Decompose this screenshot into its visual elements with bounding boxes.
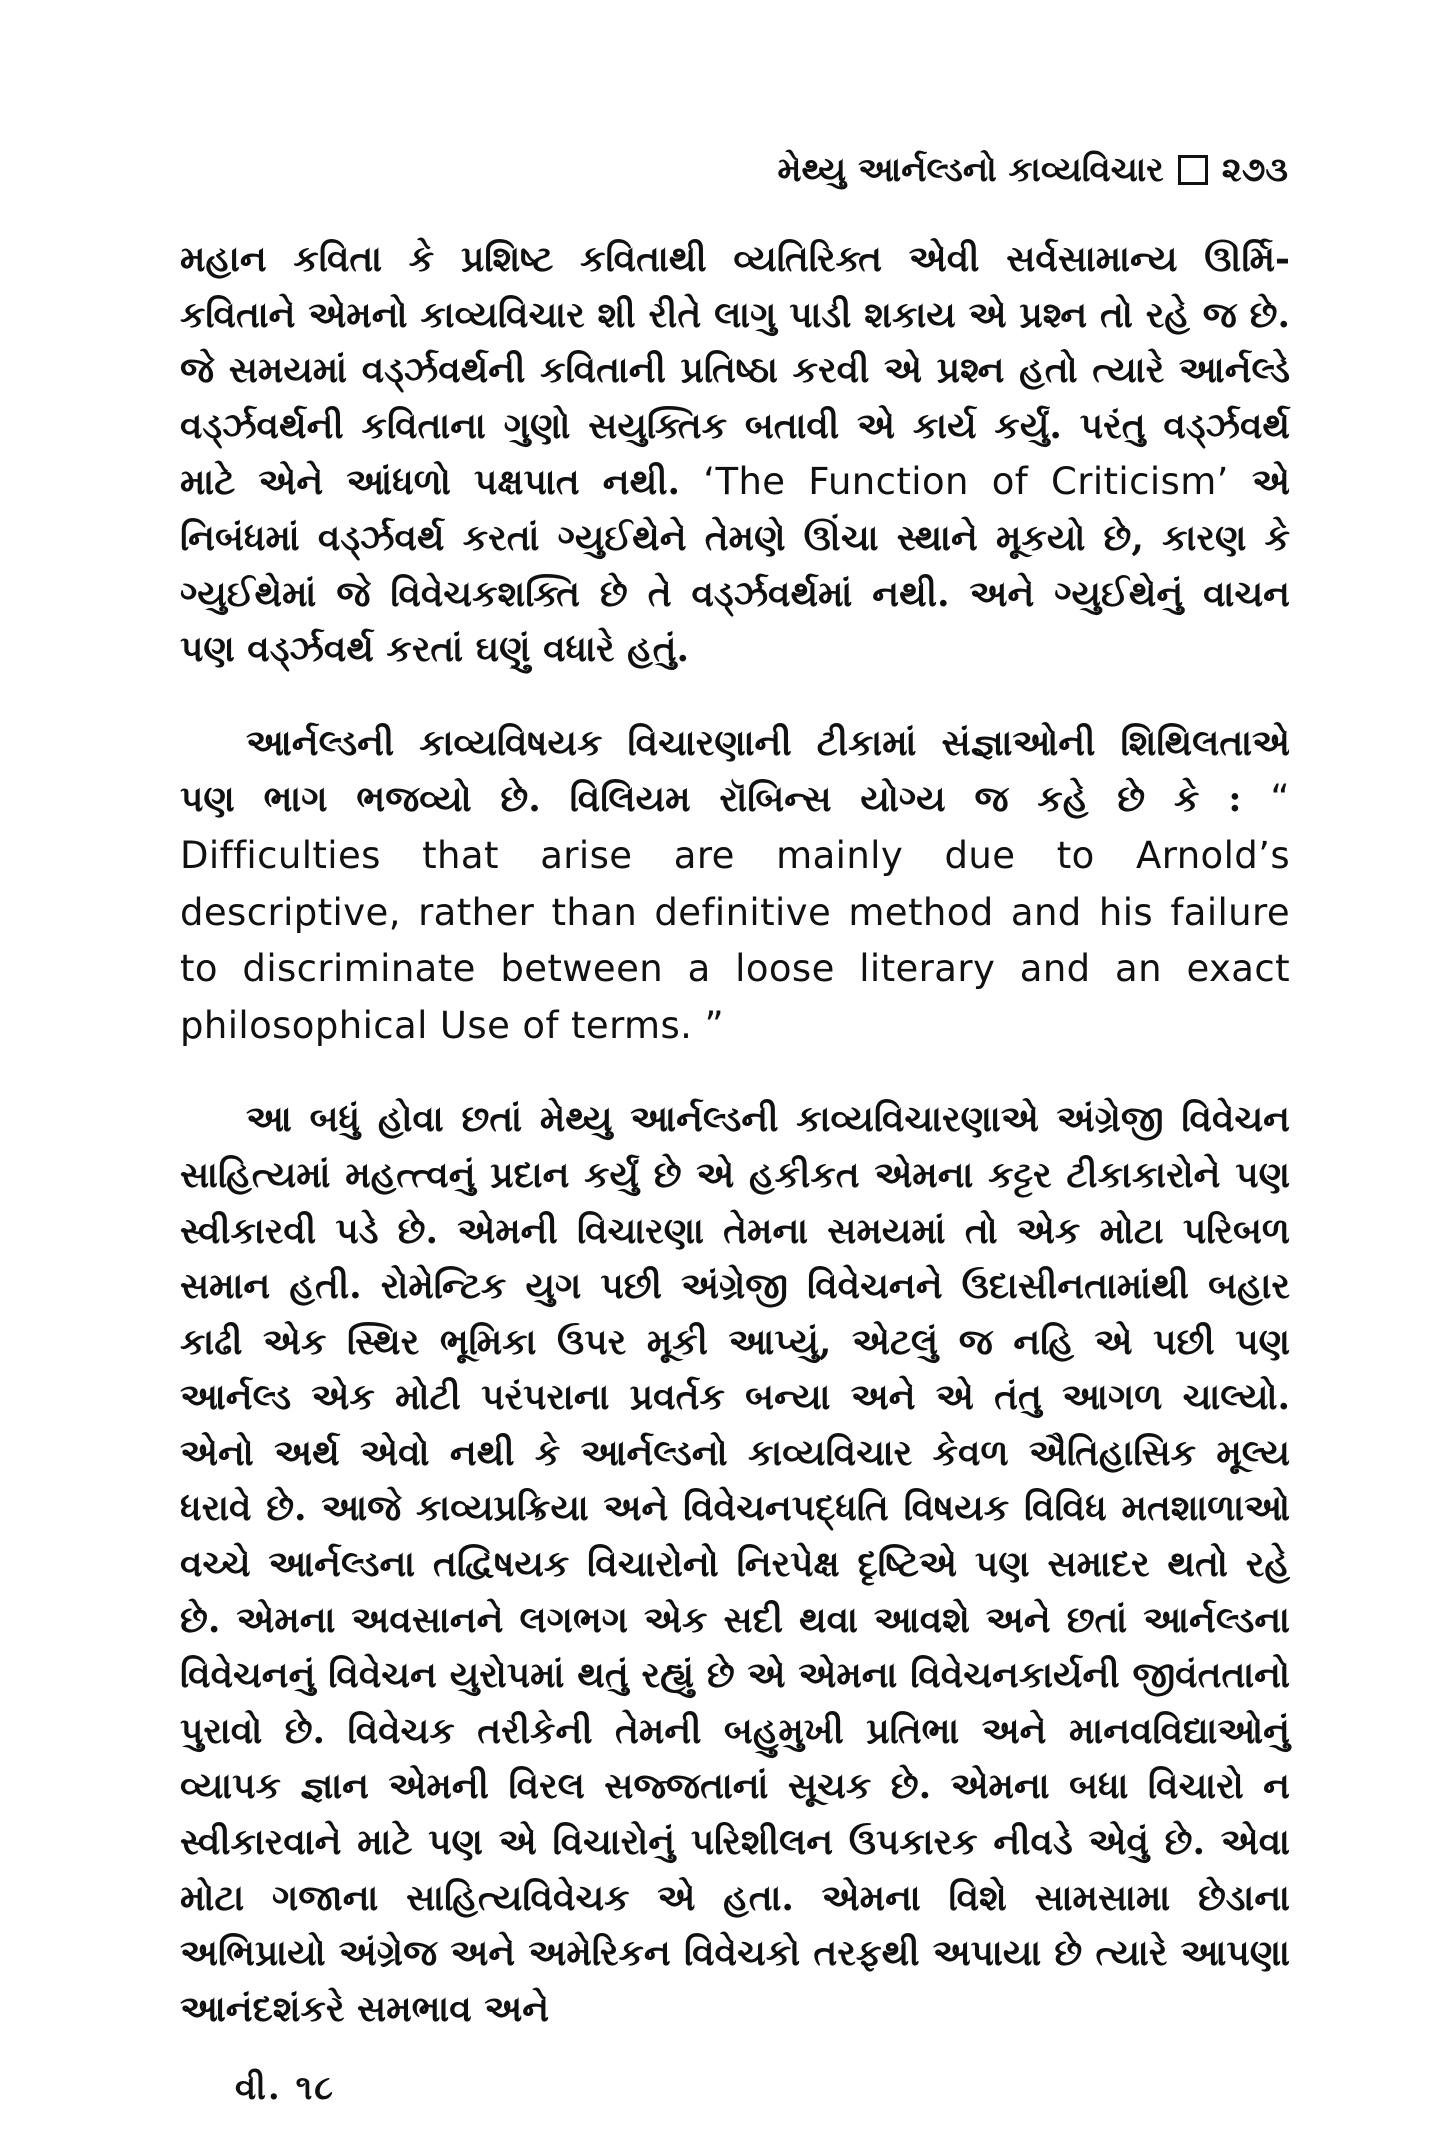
essay-title: ‘The Function of Criticism’ bbox=[703, 460, 1229, 504]
signature-mark: વી. ૧૮ bbox=[235, 2068, 335, 2108]
running-title: મેથ્યુ આર્નલ્ડનો કાવ્યવિચાર bbox=[777, 150, 1164, 190]
square-ornament-icon bbox=[1178, 155, 1208, 185]
paragraph-2-text: પણ ભાગ ભજવ્યો છે. વિલિયમ રૉબિન્સ યોગ્ય જ કહે છે કે : bbox=[180, 778, 1271, 821]
page-number: ૨૭૩ bbox=[1221, 150, 1288, 190]
paragraph-2-lead: આર્નલ્ડની કાવ્યવિષયક વિચારણાની ટીકામાં સંજ્ઞાઓની શિથિલતાએ bbox=[246, 721, 1290, 764]
paragraph-1-continuation: એ નિબંધમાં વર્ડ્ઝવર્થ કરતાં ગ્યુઈથેને તેમણે ઊંચા સ્થાને મૂકયો છે, કારણ કે ગ્યુઈથેમાં જે વિવેચકશક્તિ છે તે વર્ડ્ઝવર્થમાં નથી. અને ગ્યુઈથેનું વાચન પણ વર્ડ્ઝવર્થ કરતાં ઘણું વધારે હતું. bbox=[180, 461, 1290, 671]
paragraph-1-text: મહાન કવિતા કે પ્રશિષ્ટ કવિતાથી વ્યતિરિક્ત એવી સર્વસામાન્ય ઊર્મિ-કવિતાને એમનો કાવ્યવિચાર શી રીતે લાગુ પાડી શકાય એ પ્રશ્ન તો રહે જ છે. જે સમયમાં વર્ડ્ઝવર્થની કવિતાની પ્રતિષ્ઠા કરવી એ પ્રશ્ન હતો ત્યારે આર્નલ્ડે વર્ડ્ઝવર્થની કવિતાના ગુણો સયુક્તિક બતાવી એ કાર્ય કર્યું. પરંતુ વર્ડ્ઝવર્થ માટે એને આંધળો પક્ષપાત નથી. bbox=[180, 238, 1290, 504]
paragraph-2 bbox=[180, 716, 1290, 1055]
page-body bbox=[180, 232, 1290, 2037]
paragraph-3-text: આ બધું હોવા છતાં મેથ્યુ આર્નલ્ડની કાવ્યવિચારણાએ અંગ્રેજી વિવેચન સાહિત્યમાં મહત્ત્વનું પ્રદાન કર્યું છે એ હકીકત એમના કટ્ટર ટીકાકારોને પણ સ્વીકારવી પડે છે. એમની વિચારણા તેમના સમયમાં તો એક મોટા પરિબળ સમાન હતી. રોમેન્ટિક યુગ પછી અંગ્રેજી વિવેચનને ઉદાસીનતામાંથી બહાર કાઢી એક સ્થિર ભૂમિકા ઉપર મૂકી આપ્યું, એટલું જ નહિ એ પછી પણ આર્નલ્ડ એક મોટી પરંપરાના પ્રવર્તક બન્યા અને એ તંતુ આગળ ચાલ્યો. એનો અર્થ એવો નથી કે આર્નલ્ડનો કાવ્યવિચાર કેવળ ઐતિહાસિક મૂલ્ય ધરાવે છે. આજે કાવ્યપ્રક્રિયા અને વિવેચનપદ્ધતિ વિષયક વિવિધ મતશાળાઓ વચ્ચે આર્નલ્ડના તદ્વિષયક વિચારોનો નિરપેક્ષ દૃષ્ટિએ પણ સમાદર થતો રહે છે. એમના અવસાનને લગભગ એક સદી થવા આવશે અને છતાં આર્નલ્ડના વિવેચનનું વિવેચન યુરોપમાં થતું રહ્યું છે એ એમના વિવેચનકાર્યની જીવંતતાનો પુરાવો છે. વિવેચક તરીકેની તેમની બહુમુખી પ્રતિભા અને માનવવિદ્યાઓનું વ્યાપક જ્ઞાન એમની વિરલ સજ્જતાનાં સૂચક છે. એમના બધા વિચારો ન સ્વીકારવાને માટે પણ એ વિચારોનું પરિશીલન ઉપકારક નીવડે એવું છે. એવા મોટા ગજાના સાહિત્યવિવેચક એ હતા. એમના વિશે સામસામા છેડાના અભિપ્રાયો અંગ્રેજ અને અમેરિકન વિવેચકો તરફથી અપાયા છે ત્યારે આપણા આનંદશંકરે સમભાવ અને bbox=[180, 1098, 1290, 2030]
robbins-quote: “ Difficulties that arise are mainly due to Arnold’s descriptive, rather than definitive method and his failure to discriminate between a loose literary and an exact philosophical Use of terms. ” bbox=[180, 777, 1290, 1047]
running-head bbox=[778, 150, 1288, 190]
paragraph-1 bbox=[180, 232, 1290, 678]
paragraph-3 bbox=[180, 1092, 1290, 2037]
